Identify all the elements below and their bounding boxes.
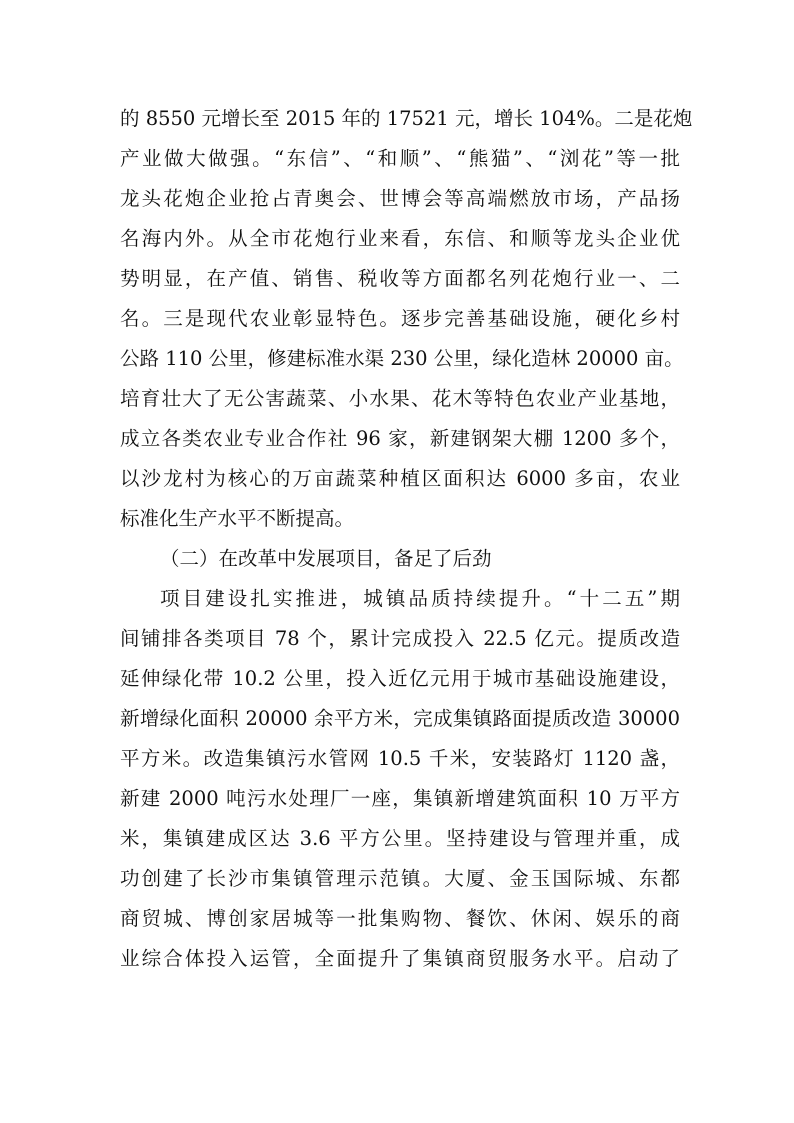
body-text-line: 成立各类农业专业合作社 96 家，新建钢架大棚 1200 多个， xyxy=(120,427,680,450)
body-text-line: 名。三是现代农业彰显特色。逐步完善基础设施，硬化乡村 xyxy=(120,307,680,330)
body-text-line: 新增绿化面积 20000 余平方米，完成集镇路面提质改造 30000 xyxy=(120,707,680,730)
body-text-line: 业综合体投入运管，全面提升了集镇商贸服务水平。启动了 xyxy=(120,947,680,970)
body-text-line: 间铺排各类项目 78 个，累计完成投入 22.5 亿元。提质改造 xyxy=(120,627,680,650)
body-text-line: 新建 2000 吨污水处理厂一座，集镇新增建筑面积 10 万平方 xyxy=(120,787,680,810)
body-text-line: 延伸绿化带 10.2 公里，投入近亿元用于城市基础设施建设， xyxy=(120,667,680,690)
body-text-line: 以沙龙村为核心的万亩蔬菜种植区面积达 6000 多亩，农业 xyxy=(120,467,680,490)
body-text-line: 产业做大做强。“东信”、“和顺”、“熊猫”、“浏花”等一批 xyxy=(120,147,680,170)
body-text-line: 功创建了长沙市集镇管理示范镇。大厦、金玉国际城、东都 xyxy=(120,867,680,890)
body-text-line: 培育壮大了无公害蔬菜、小水果、花木等特色农业产业基地， xyxy=(120,387,680,410)
body-text-line: 龙头花炮企业抢占青奥会、世博会等高端燃放市场，产品扬 xyxy=(120,187,680,210)
section-heading: （二）在改革中发展项目，备足了后劲 xyxy=(160,547,492,570)
body-text-line: 商贸城、博创家居城等一批集购物、餐饮、休闲、娱乐的商 xyxy=(120,907,680,930)
body-text-line: 名海内外。从全市花炮行业来看，东信、和顺等龙头企业优 xyxy=(120,227,680,250)
body-text-line: 的 8550 元增长至 2015 年的 17521 元，增长 104%。二是花炮 xyxy=(120,107,693,130)
body-text-line: 标准化生产水平不断提高。 xyxy=(120,507,355,530)
body-text-line: 公路 110 公里，修建标准水渠 230 公里，绿化造林 20000 亩。 xyxy=(120,347,684,370)
body-text-line: 项目建设扎实推进，城镇品质持续提升。“十二五”期 xyxy=(160,587,680,610)
body-text-line: 米，集镇建成区达 3.6 平方公里。坚持建设与管理并重，成 xyxy=(120,827,680,850)
body-text-line: 平方米。改造集镇污水管网 10.5 千米，安装路灯 1120 盏， xyxy=(120,747,680,770)
body-text-line: 势明显，在产值、销售、税收等方面都名列花炮行业一、二 xyxy=(120,267,680,290)
